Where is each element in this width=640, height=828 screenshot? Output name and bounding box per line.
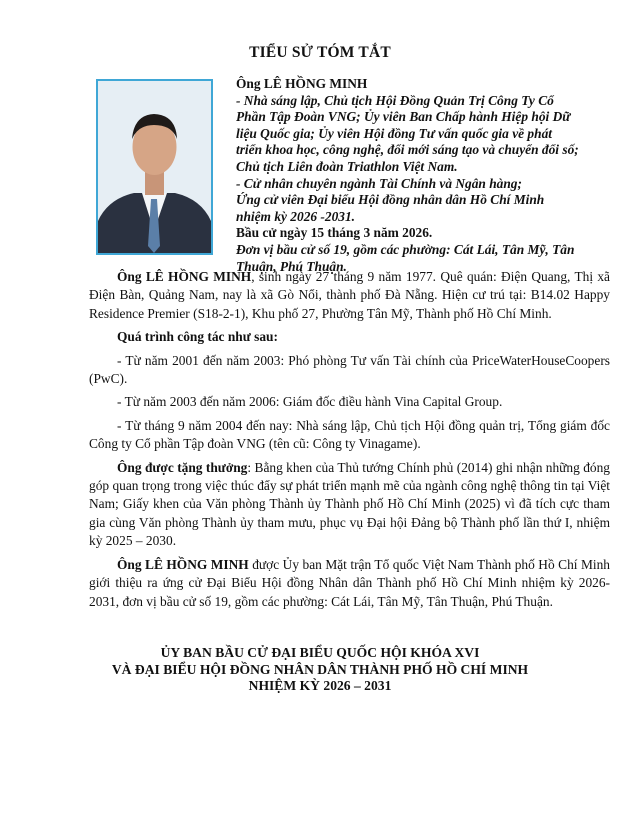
intro-text: , sinh ngày 27 tháng 9 năm 1977. Quê quán: Điện Quang, Thị xã Điện Bàn, Quảng Nam, nay là xã Gò Nổi, thành phố Đà Nẵng. Hiện cư trú tại: B14.02 Happy Residence Premier (S18-2-1), Khu phố 27, Phường Tân Mỹ, Thành phố Hồ Chí Minh. (89, 269, 610, 321)
career-item: - Từ năm 2001 đến năm 2003: Phó phòng Tư vấn Tài chính của PriceWaterHouseCoopers (PwC). (89, 352, 610, 387)
candidate-education: - Cử nhân chuyên ngành Tài Chính và Ngân hàng; (236, 175, 522, 191)
portrait-image (98, 81, 211, 253)
footer-line-3: NHIỆM KỲ 2026 – 2031 (248, 678, 392, 693)
constituency: Đơn vị bầu cử số 19, gồm các phường: Cát Lái, Tân Mỹ, Tân Thuận, Phú Thuận. (236, 241, 575, 274)
awards-text: : Bằng khen của Thủ tướng Chính phủ (2014) ghi nhận những đóng góp quan trọng trong việc thúc đẩy sự phát triển mạnh mẽ của ngành công nghệ thông tin tại Việt Nam; Giấy khen của Văn phòng Thành ủy Thành phố Hồ Chí Minh (2025) vì đã tích cực tham gia cùng Văn phòng Thành ủy tham mưu, phục vụ Đại hội Đảng bộ Thành phố lần thứ I, nhiệm kỳ 2025 – 2030. (89, 459, 610, 549)
nomination-name: Ông LÊ HỒNG MINH (117, 556, 249, 572)
nomination-paragraph (89, 556, 610, 611)
footer-line-2: VÀ ĐẠI BIỂU HỘI ĐỒNG NHÂN DÂN THÀNH PHỐ HỒ CHÍ MINH (111, 661, 529, 677)
candidate-candidacy: Ứng cử viên Đại biểu Hội đồng nhân dân Hồ Chí Minh nhiệm kỳ 2026 -2031. (236, 192, 545, 224)
issuing-committee (0, 645, 640, 695)
career-item: - Từ tháng 9 năm 2004 đến nay: Nhà sáng lập, Chủ tịch Hội đồng quản trị, Tổng giám đốc Công ty Cổ phần Tập đoàn VNG (tên cũ: Công ty Vinagame). (89, 417, 610, 452)
footer-line-1: ỦY BAN BẦU CỬ ĐẠI BIỂU QUỐC HỘI KHÓA XVI (160, 645, 480, 660)
biography-body (89, 268, 610, 616)
document-title: TIỂU SỬ TÓM TẮT (249, 44, 391, 61)
intro-name: Ông LÊ HỒNG MINH (117, 269, 252, 284)
candidate-name: Ông LÊ HỒNG MINH (236, 76, 368, 91)
awards-label: Ông được tặng thưởng (117, 459, 248, 475)
candidate-roles: - Nhà sáng lập, Chủ tịch Hội Đồng Quản Trị Công Ty Cổ Phần Tập Đoàn VNG; Ủy viên Ban Chấp hành Hiệp hội Dữ liệu Quốc gia; Ủy viên Hội đồng Tư vấn quốc gia về phát triển khoa học, công nghệ, đổi mới sáng tạo và chuyển đổi số; Chủ tịch Liên đoàn Triathlon Việt Nam. (236, 92, 579, 174)
election-date: Bầu cử ngày 15 tháng 3 năm 2026. (236, 225, 433, 241)
career-item: - Từ năm 2003 đến năm 2006: Giám đốc điều hành Vina Capital Group. (117, 394, 503, 410)
candidate-header (236, 76, 581, 275)
portrait-photo (96, 79, 213, 255)
nomination-text: được Ủy ban Mặt trận Tổ quốc Việt Nam Thành phố Hồ Chí Minh giới thiệu ra ứng cử Đại Biểu Hội đồng Nhân dân Thành phố Hồ Chí Minh nhiệm kỳ 2026- 2031, đơn vị bầu cử số 19, gồm các phường: Cát Lái, Tân Mỹ, Tân Thuận, Phú Thuận. (89, 556, 610, 609)
career-heading: Quá trình công tác như sau: (117, 329, 278, 345)
awards-paragraph (89, 459, 610, 551)
intro-paragraph (89, 268, 610, 323)
